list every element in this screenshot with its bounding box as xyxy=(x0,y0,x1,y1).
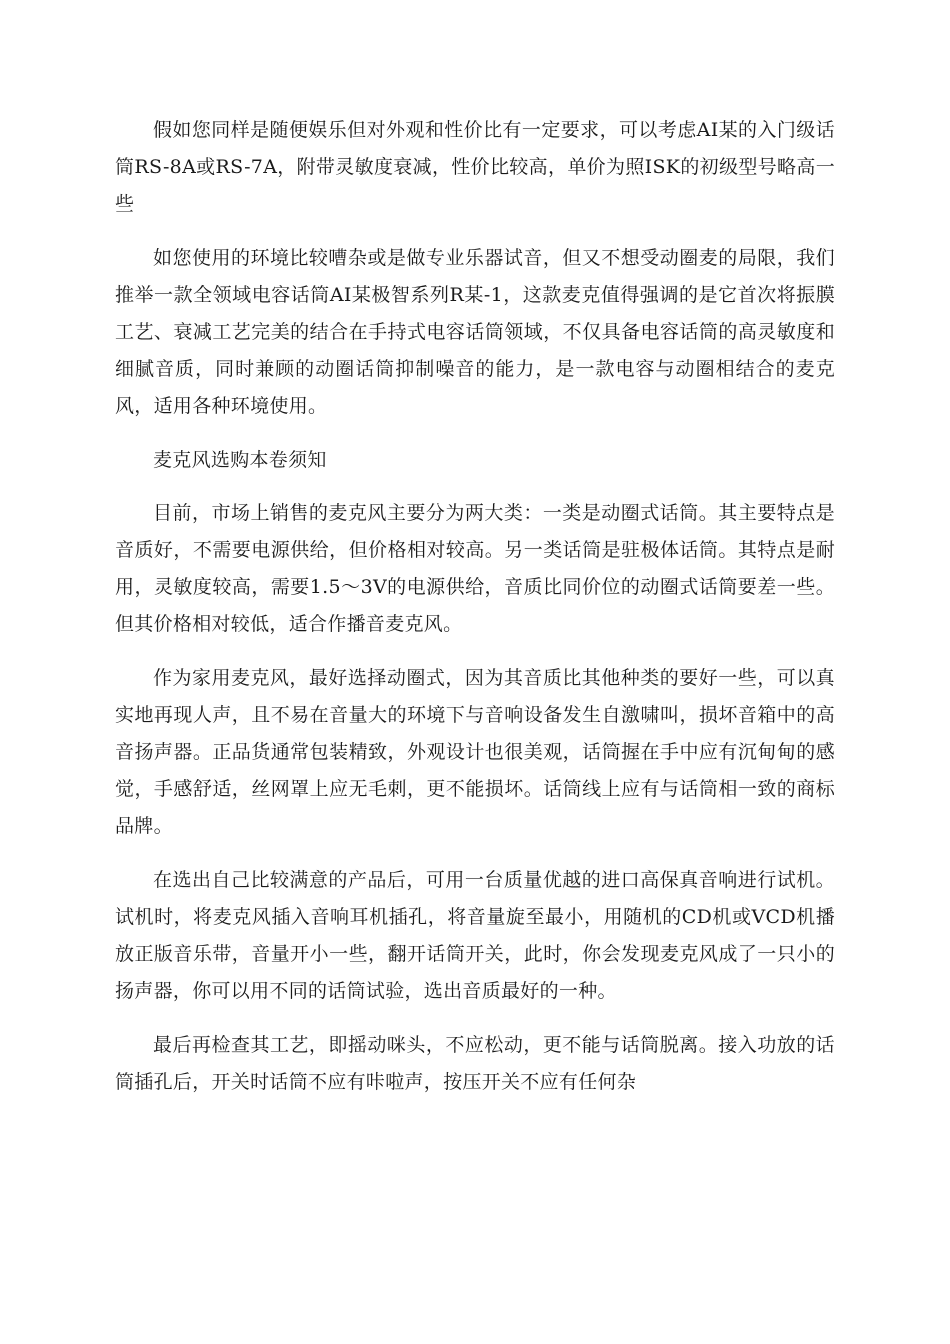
document-page xyxy=(115,112,835,1118)
paragraph-condenser-mic: 如您使用的环境比较嘈杂或是做专业乐器试音，但又不想受动圈麦的局限，我们推举一款全领域电容话筒AI某极智系列R某-1，这款麦克值得强调的是它首次将振膜工艺、衰减工艺完美的结合在手持式电容话筒领域，不仅具备电容话筒的高灵敏度和细腻音质，同时兼顾的动圈话筒抑制噪音的能力，是一款电容与动圈相结合的麦克风，适用各种环境使用。 xyxy=(115,247,835,417)
paragraph-mic-types: 目前，市场上销售的麦克风主要分为两大类：一类是动圈式话筒。其主要特点是音质好，不需要电源供给，但价格相对较高。另一类话筒是驻极体话筒。其特点是耐用，灵敏度较高，需要1.5～3V的电源供给，音质比同价位的动圈式话筒要差一些。但其价格相对较低，适合作播音麦克风。 xyxy=(115,502,835,635)
paragraph-craftsmanship: 最后再检查其工艺，即摇动咪头，不应松动，更不能与话筒脱离。接入功放的话筒插孔后，开关时话筒不应有咔啦声，按压开关不应有任何杂 xyxy=(115,1034,835,1093)
section-heading: 麦克风选购本卷须知 xyxy=(153,449,327,471)
paragraph-home-use: 作为家用麦克风，最好选择动圈式，因为其音质比其他种类的要好一些，可以真实地再现人声，且不易在音量大的环境下与音响设备发生自激啸叫，损坏音箱中的高音扬声器。正品货通常包装精致，外观设计也很美观，话筒握在手中应有沉甸甸的感觉，手感舒适，丝网罩上应无毛刺，更不能损坏。话筒线上应有与话筒相一致的商标品牌。 xyxy=(115,667,835,837)
paragraph-testing: 在选出自己比较满意的产品后，可用一台质量优越的进口高保真音响进行试机。试机时，将麦克风插入音响耳机插孔，将音量旋至最小，用随机的CD机或VCD机播放正版音乐带，音量开小一些，翻开话筒开关，此时，你会发现麦克风成了一只小的扬声器，你可以用不同的话筒试验，选出音质最好的一种。 xyxy=(115,869,835,1002)
paragraph-entry-level-mic: 假如您同样是随便娱乐但对外观和性价比有一定要求，可以考虑AI某的入门级话筒RS-8A或RS-7A，附带灵敏度衰减，性价比较高，单价为照ISK的初级型号略高一些 xyxy=(115,119,835,215)
